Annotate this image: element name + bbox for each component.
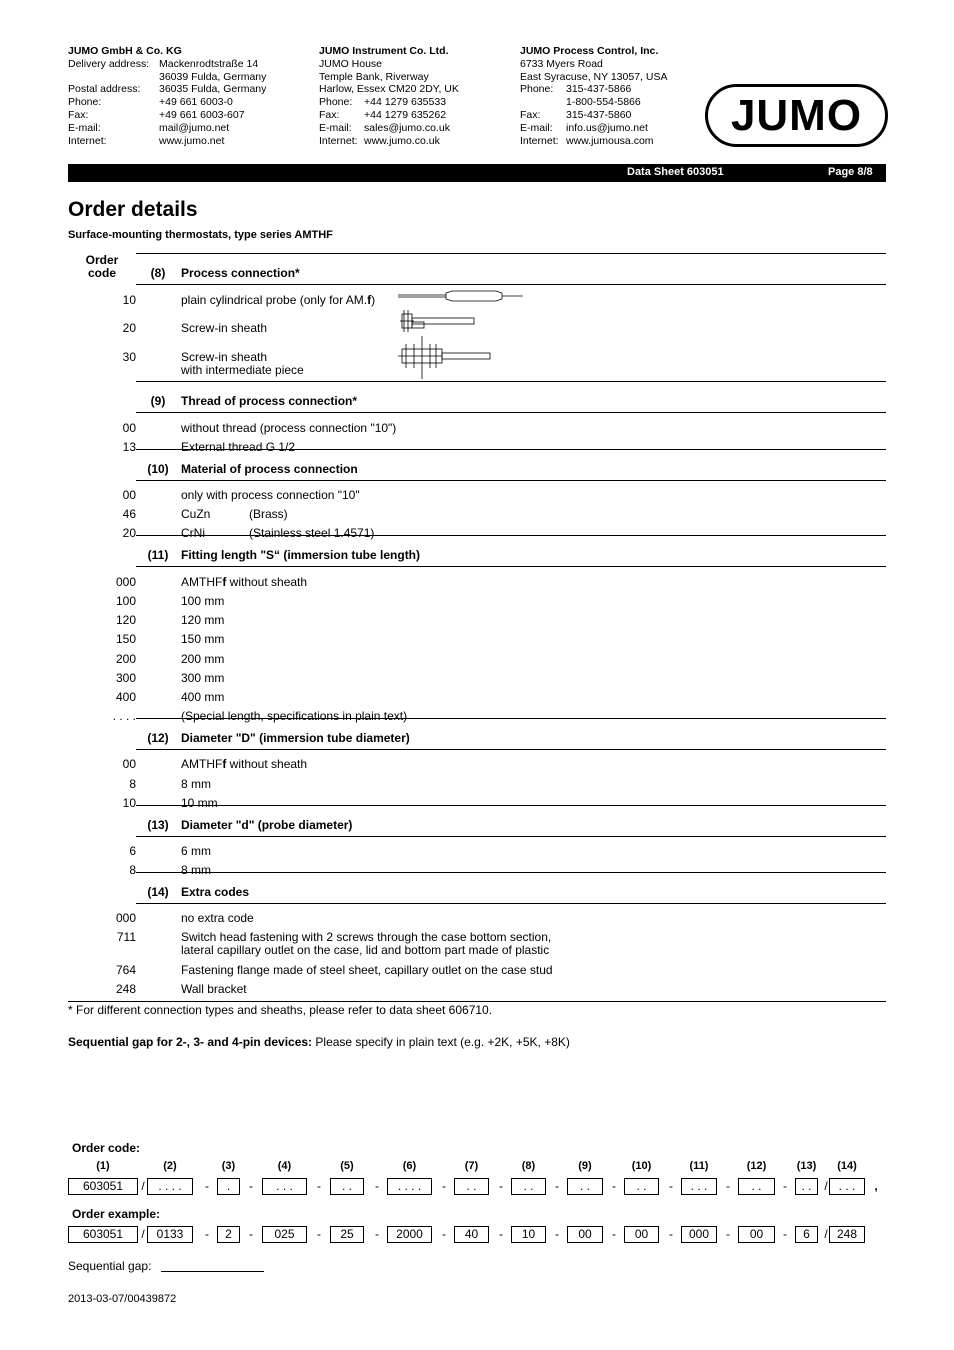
order-example-value: 603051 xyxy=(68,1226,138,1243)
option-description xyxy=(181,322,267,335)
code-separator: - xyxy=(726,1179,730,1193)
section-number: (8) xyxy=(150,266,166,280)
code-separator: - xyxy=(205,1179,209,1193)
option-note: (Stainless steel 1.4571) xyxy=(249,526,375,540)
contact-label xyxy=(520,96,566,109)
contact-row xyxy=(68,71,266,84)
order-code-value: 20 xyxy=(122,321,136,335)
option-description xyxy=(181,614,224,627)
order-example-value: 40 xyxy=(454,1226,489,1243)
order-code-field[interactable]: . . . . xyxy=(387,1178,432,1195)
order-code-value: 711 xyxy=(116,930,136,944)
code-separator: - xyxy=(317,1227,321,1241)
contact-value: www.jumousa.com xyxy=(566,134,654,147)
section-number: (10) xyxy=(147,462,169,476)
code-separator: - xyxy=(317,1179,321,1193)
order-code-value: 120 xyxy=(115,613,136,627)
contact-value: info.us@jumo.net xyxy=(566,121,648,134)
position-number: (3) xyxy=(221,1160,236,1172)
order-code-value: 100 xyxy=(115,594,136,608)
section-title: Diameter "d" (probe diameter) xyxy=(181,818,353,832)
contact-row xyxy=(319,109,459,122)
order-example-value: 2000 xyxy=(387,1226,432,1243)
section-header-rule xyxy=(136,749,886,750)
option-text: 10 mm xyxy=(181,796,218,810)
order-code-value: 400 xyxy=(115,690,136,704)
option-description xyxy=(181,441,295,454)
code-separator: - xyxy=(499,1227,503,1241)
code-separator: / xyxy=(141,1227,145,1241)
contact-label: Postal address: xyxy=(68,83,141,96)
code-separator: - xyxy=(726,1227,730,1241)
option-text: CrNi xyxy=(181,526,205,540)
section-number: (13) xyxy=(147,818,169,832)
order-code-field[interactable]: . xyxy=(217,1178,240,1195)
contact-row xyxy=(520,135,667,148)
option-text: without sheath xyxy=(226,575,308,589)
section-header-rule xyxy=(136,903,886,904)
code-separator: - xyxy=(612,1179,616,1193)
contact-row xyxy=(68,96,266,109)
order-code-value: 13 xyxy=(122,440,136,454)
order-code-value: 000 xyxy=(115,911,136,925)
code-separator: - xyxy=(783,1179,787,1193)
probe-drawings xyxy=(396,286,526,381)
jumo-logo: JUMO xyxy=(705,84,888,147)
contact-row xyxy=(68,135,266,148)
contact-value: +49 661 6003-607 xyxy=(159,108,245,121)
order-code-field[interactable]: . . . xyxy=(681,1178,717,1195)
company-name: JUMO GmbH & Co. KG xyxy=(68,45,182,57)
option-description xyxy=(181,864,211,877)
code-separator: / xyxy=(141,1179,145,1193)
contact-label: E-mail: xyxy=(319,121,352,134)
option-description xyxy=(181,691,224,704)
order-code-field[interactable]: . . xyxy=(795,1178,818,1195)
footnote: * For different connection types and sheaths, please refer to data sheet 606710. xyxy=(68,1003,493,1017)
option-description xyxy=(181,351,304,377)
section-top-rule xyxy=(136,449,886,450)
option-text: 300 mm xyxy=(181,671,225,685)
page-title: Order details xyxy=(68,198,198,221)
option-description xyxy=(181,710,407,723)
contact-label: Fax: xyxy=(319,108,340,121)
section-number: (11) xyxy=(147,548,169,562)
order-code-field[interactable]: . . . xyxy=(262,1178,307,1195)
order-code-field[interactable]: . . xyxy=(567,1178,603,1195)
contact-row xyxy=(520,109,667,122)
code-separator: - xyxy=(249,1227,253,1241)
contact-row xyxy=(319,122,459,135)
order-example-value: 2 xyxy=(217,1226,240,1243)
contact-label: Fax: xyxy=(520,108,541,121)
address-line: East Syracuse, NY 13057, USA xyxy=(520,70,668,83)
code-separator: / xyxy=(824,1179,828,1193)
position-number: (11) xyxy=(689,1160,709,1172)
contact-label: Phone: xyxy=(68,96,102,109)
position-number: (13) xyxy=(796,1160,817,1172)
order-code-value: 00 xyxy=(122,421,136,435)
option-description xyxy=(181,778,211,791)
address-usa xyxy=(520,45,667,147)
option-text: Switch head fastening with 2 screws through the case bottom section, xyxy=(181,930,552,944)
order-example-value: 248 xyxy=(829,1226,865,1243)
contact-row xyxy=(68,58,266,71)
code-separator: - xyxy=(442,1179,446,1193)
option-text: 8 mm xyxy=(181,863,211,877)
option-text: (Special length, specifications in plain text) xyxy=(181,709,408,723)
contact-label: Phone: xyxy=(319,96,353,109)
contact-row xyxy=(68,83,266,96)
contact-value: 36035 Fulda, Germany xyxy=(159,83,267,96)
company-name: JUMO Instrument Co. Ltd. xyxy=(319,45,449,57)
order-code-value: 150 xyxy=(115,632,136,646)
order-code-field[interactable]: . . xyxy=(624,1178,659,1195)
order-code-value: 8 xyxy=(129,777,136,791)
section-top-rule xyxy=(136,535,886,536)
position-number: (2) xyxy=(163,1160,177,1172)
address-line: 6733 Myers Road xyxy=(520,57,603,70)
position-number: (5) xyxy=(340,1160,354,1172)
address-line: Harlow, Essex CM20 2DY, UK xyxy=(319,83,459,96)
order-code-value: 46 xyxy=(122,507,136,521)
option-text: plain cylindrical probe (only for AM. xyxy=(181,293,368,307)
contact-label xyxy=(68,71,159,84)
order-code-value: 10 xyxy=(122,796,136,810)
contact-label: Phone: xyxy=(520,83,554,96)
section-header-rule xyxy=(136,566,886,567)
option-text: 8 mm xyxy=(181,777,211,791)
company-name: JUMO Process Control, Inc. xyxy=(520,45,659,57)
option-text: no extra code xyxy=(181,911,254,925)
option-text: CuZn xyxy=(181,507,211,521)
sequential-gap-note: Sequential gap for 2-, 3- and 4-pin devices: Please specify in plain text (e.g. +2K, +5K, +8K) xyxy=(68,1035,570,1049)
order-code-value: 764 xyxy=(115,963,136,977)
contact-value: www.jumo.net xyxy=(159,134,225,147)
contact-row xyxy=(520,96,667,109)
datasheet-bar xyxy=(68,164,886,182)
position-number: (10) xyxy=(631,1160,652,1172)
option-bold: f xyxy=(222,575,227,589)
order-code-value: 300 xyxy=(115,671,136,685)
order-code-field[interactable]: . . xyxy=(454,1178,489,1195)
address-line: Temple Bank, Riverway xyxy=(319,70,429,83)
code-separator: / xyxy=(824,1227,828,1241)
code-separator: - xyxy=(205,1227,209,1241)
option-description xyxy=(181,653,224,666)
contact-row xyxy=(68,109,266,122)
code-separator: - xyxy=(499,1179,503,1193)
option-prefix: AMTHF xyxy=(181,575,223,589)
option-text: 200 mm xyxy=(181,652,225,666)
option-text: without sheath xyxy=(226,757,308,771)
order-example-value: 000 xyxy=(681,1226,717,1243)
order-example-value: 0133 xyxy=(147,1226,193,1243)
option-text: 120 mm xyxy=(181,613,225,627)
order-code-label: Order code: xyxy=(72,1141,141,1155)
order-code-field[interactable]: . . . . xyxy=(147,1178,193,1195)
position-number: (14) xyxy=(837,1160,857,1172)
section-number: (12) xyxy=(147,731,169,745)
order-example-value: 025 xyxy=(262,1226,307,1243)
section-top-rule xyxy=(136,872,886,873)
section-title: Material of process connection xyxy=(181,462,358,476)
order-code-value: 10 xyxy=(122,293,136,307)
option-text: Fastening flange made of steel sheet, capillary outlet on the case stud xyxy=(181,963,553,977)
contact-row xyxy=(520,83,667,96)
option-bold: f xyxy=(367,293,372,307)
option-description xyxy=(181,294,375,307)
section-header-rule xyxy=(136,412,886,413)
table-bottom-rule xyxy=(68,1001,886,1002)
contact-value: mail@jumo.net xyxy=(159,121,230,134)
option-text: 6 mm xyxy=(181,844,211,858)
option-text: 400 mm xyxy=(181,690,225,704)
section-top-rule xyxy=(136,381,886,382)
contact-row xyxy=(68,122,266,135)
order-code-field[interactable]: 603051 xyxy=(68,1178,138,1195)
option-text-line2: lateral capillary outlet on the case, lid and bottom part made of plastic xyxy=(181,943,550,957)
order-example-label: Order example: xyxy=(72,1207,161,1221)
code-separator: - xyxy=(783,1227,787,1241)
section-top-rule xyxy=(136,805,886,806)
section-number: (9) xyxy=(150,394,166,408)
option-description xyxy=(181,595,224,608)
code-separator: - xyxy=(375,1179,379,1193)
contact-value: +44 1279 635533 xyxy=(364,96,447,109)
code-separator: - xyxy=(249,1179,253,1193)
contact-value: 36039 Fulda, Germany xyxy=(159,70,267,83)
code-separator: - xyxy=(375,1227,379,1241)
screw-in-sheath-drawing xyxy=(400,310,474,332)
option-note: (Brass) xyxy=(249,507,288,521)
position-number: (4) xyxy=(277,1160,292,1172)
option-description xyxy=(181,508,210,521)
option-text: without thread (process connection "10") xyxy=(181,421,397,435)
contact-row xyxy=(319,96,459,109)
section-number: (14) xyxy=(147,885,169,899)
option-description xyxy=(181,983,247,996)
section-header-rule xyxy=(136,284,886,285)
option-text: Screw-in sheath xyxy=(181,321,268,335)
position-number: (1) xyxy=(96,1160,110,1172)
order-code-field[interactable]: . . xyxy=(511,1178,546,1195)
option-description xyxy=(181,672,224,685)
order-example-value: 00 xyxy=(738,1226,775,1243)
option-description xyxy=(181,633,224,646)
order-code-field[interactable]: . . . xyxy=(829,1178,865,1195)
order-code-value: 00 xyxy=(122,488,136,502)
intermediate-piece-drawing xyxy=(398,336,490,379)
option-text: Wall bracket xyxy=(181,982,247,996)
order-code-value: 20 xyxy=(122,526,136,540)
code-separator: - xyxy=(442,1227,446,1241)
option-text: External thread G 1/2 xyxy=(181,440,296,454)
option-text: ) xyxy=(371,293,376,307)
contact-value: +44 1279 635262 xyxy=(364,108,447,121)
order-code-value: 8 xyxy=(129,863,136,877)
order-code-value: 000 xyxy=(115,575,136,589)
option-description xyxy=(181,964,553,977)
position-number: (7) xyxy=(464,1160,479,1172)
position-number: (9) xyxy=(578,1160,592,1172)
order-code-row xyxy=(0,1178,954,1196)
contact-label: Internet: xyxy=(68,134,107,147)
contact-label: Fax: xyxy=(68,108,89,121)
sequential-gap-field: Sequential gap: xyxy=(68,1259,152,1273)
order-code-value: 200 xyxy=(115,652,136,666)
section-title: Extra codes xyxy=(181,885,250,899)
order-example-value: 00 xyxy=(624,1226,659,1243)
code-separator: - xyxy=(669,1227,673,1241)
section-title: Process connection* xyxy=(181,266,300,280)
order-code-value: 30 xyxy=(122,350,136,364)
contact-label: Delivery address: xyxy=(68,57,150,70)
order-code-header: Order code xyxy=(85,253,119,280)
page-subtitle: Surface-mounting thermostats, type series AMTHF xyxy=(68,229,333,241)
order-code-field[interactable]: . . xyxy=(330,1178,364,1195)
order-code-value: 248 xyxy=(115,982,136,996)
option-description xyxy=(181,797,218,810)
contact-value: Mackenrodtstraße 14 xyxy=(159,57,259,70)
option-description xyxy=(181,912,254,925)
code-separator: - xyxy=(555,1227,559,1241)
order-code-field[interactable]: . . xyxy=(738,1178,775,1195)
section-top-rule xyxy=(136,718,886,719)
document-id: 2013-03-07/00439872 xyxy=(68,1293,177,1305)
contact-row xyxy=(520,122,667,135)
section-header-rule xyxy=(136,836,886,837)
contact-value: www.jumo.co.uk xyxy=(364,134,440,147)
option-text: 150 mm xyxy=(181,632,225,646)
order-example-value: 00 xyxy=(567,1226,603,1243)
order-code-value: 6 xyxy=(129,844,136,858)
option-description xyxy=(181,758,307,771)
section-header-rule xyxy=(136,480,886,481)
order-code-positions xyxy=(0,1160,954,1174)
option-text: Screw-in sheath xyxy=(181,350,268,364)
order-example-row xyxy=(0,1226,954,1244)
contact-value: 315-437-5866 xyxy=(566,83,632,96)
order-example-value: 10 xyxy=(511,1226,546,1243)
contact-row xyxy=(319,135,459,148)
contact-value: 315-437-5860 xyxy=(566,108,632,121)
order-code-value: . . . . xyxy=(112,709,136,723)
page-number: Page 8/8 xyxy=(828,166,873,178)
contact-value: +49 661 6003-0 xyxy=(159,96,233,109)
plain-probe-drawing xyxy=(398,291,523,301)
option-description xyxy=(181,845,211,858)
address-uk xyxy=(319,45,459,147)
position-number: (6) xyxy=(402,1160,417,1172)
trailing-comma: , xyxy=(874,1179,878,1193)
contact-label: Internet: xyxy=(319,134,358,147)
option-prefix: AMTHF xyxy=(181,757,223,771)
datasheet-number: Data Sheet 603051 xyxy=(627,166,724,178)
option-text: 100 mm xyxy=(181,594,225,608)
option-description xyxy=(181,422,396,435)
section-top-rule xyxy=(136,253,886,254)
section-title: Fitting length "S“ (immersion tube length) xyxy=(181,548,421,562)
contact-label: E-mail: xyxy=(68,121,101,134)
contact-value: sales@jumo.co.uk xyxy=(364,121,450,134)
address-germany xyxy=(68,45,266,147)
option-description xyxy=(181,527,205,540)
order-code-value: 00 xyxy=(122,757,136,771)
position-number: (8) xyxy=(521,1160,536,1172)
contact-label: E-mail: xyxy=(520,121,553,134)
option-bold: f xyxy=(222,757,227,771)
sequential-gap-line[interactable] xyxy=(161,1271,264,1272)
option-description xyxy=(181,931,551,957)
option-text-line2: with intermediate piece xyxy=(181,363,304,377)
section-title: Diameter "D" (immersion tube diameter) xyxy=(181,731,410,745)
order-example-value: 6 xyxy=(795,1226,818,1243)
contact-value: 1-800-554-5866 xyxy=(566,96,641,109)
section-title: Thread of process connection* xyxy=(181,394,358,408)
code-separator: - xyxy=(555,1179,559,1193)
option-description xyxy=(181,489,360,502)
position-number: (12) xyxy=(746,1160,767,1172)
option-description xyxy=(181,576,307,589)
address-line: JUMO House xyxy=(319,57,383,70)
option-text: only with process connection "10" xyxy=(181,488,360,502)
code-separator: - xyxy=(669,1179,673,1193)
contact-label: Internet: xyxy=(520,134,559,147)
order-example-value: 25 xyxy=(330,1226,364,1243)
code-separator: - xyxy=(612,1227,616,1241)
